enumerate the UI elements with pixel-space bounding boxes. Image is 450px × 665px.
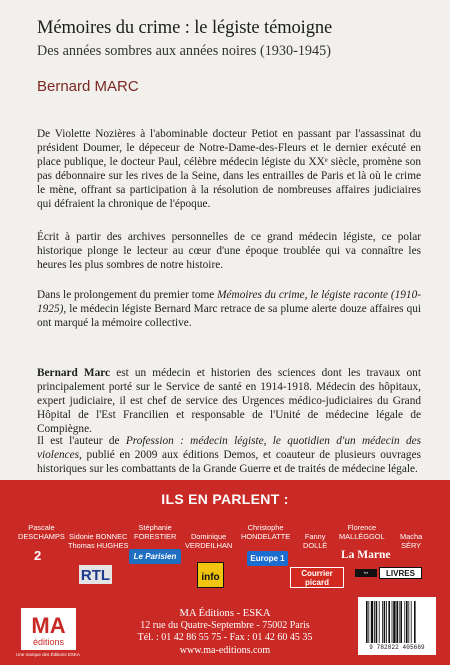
barcode-bar (382, 601, 383, 643)
book-title: Mémoires du crime : le légiste témoigne (37, 18, 333, 38)
critic-last: VERDEILHAN (185, 540, 233, 550)
author-name: Bernard MARC (37, 78, 139, 95)
publisher-address: 12 rue du Quatre-Septembre - 75002 Paris (140, 620, 310, 632)
author-bio-paragraph (37, 366, 421, 436)
barcode-bar (408, 601, 409, 643)
barcode-bar (399, 601, 400, 643)
la-marne-logo: La Marne (341, 549, 391, 561)
critic-sery (400, 533, 422, 550)
critic-first: Pascale (28, 523, 55, 532)
critic-forestier (134, 524, 176, 541)
rtl-logo-text: RTL (80, 567, 111, 584)
publisher-phone: Tél. : 01 42 86 55 75 - Fax : 01 42 60 45 35 (137, 632, 313, 644)
france2-logo: 2 (34, 548, 42, 563)
other-book-title: Profession : médecin légiste, le quotidien d'un médecin des violences (37, 435, 421, 462)
ma-editions-logo (21, 608, 76, 650)
le-parisien-logo: Le Parisien (129, 549, 181, 564)
press-heading: ILS EN PARLENT : (161, 491, 289, 507)
critic-first: Florence (347, 523, 377, 532)
critic-first: Christophe (247, 523, 284, 532)
series-text-end: , le médecin légiste Bernard Marc retrace de sa plume alerte douze affaires qui ont marqué la mémoire collective. (37, 303, 421, 330)
barcode-bar (406, 601, 408, 643)
barcode-bar (396, 601, 398, 643)
barcode-bar (386, 601, 387, 643)
courrier-picard-logo (290, 567, 344, 588)
barcode-bar (376, 601, 378, 643)
critic-deschamps (18, 524, 65, 541)
barcode-bar (374, 601, 375, 643)
barcode-bar (371, 601, 373, 643)
publisher-website: www.ma-editions.com (179, 644, 271, 656)
barcode-bar (404, 601, 405, 643)
barcode-bar (388, 601, 390, 643)
info-logo-text: info (201, 572, 220, 583)
synopsis-paragraph: De Violette Nozières à l'abominable docteur Petiot en passant par l'assassinat du président Doumer, le dépeceur de Notre-Dame-des-Fleurs et le dernier exécuté en place publique, le docteur Paul, célèbre médecin légiste du XXᵉ siècle, promène son pas débonnaire sur les rives de la Seine, dans les entrailles de Paris et là où le crime le mène, offrant sa participation à la résolution de nombreuses affaires judiciaires qui défraient la chronique de l'époque. (37, 128, 421, 211)
critic-first: Sidonie BONNEC (69, 532, 128, 541)
barcode-bar (366, 601, 368, 643)
author-bio-text: est un médecin et historien des sciences dont les travaux ont principalement porté sur le Service de santé en 1914-1918. Médecin des hôpitaux, expert judiciaire, il est chef de service des Urgences médico-judiciaires du Grand Hôpital de l'Est Francilien et responsable de l'Unité de médecine légale de Compiègne. (37, 367, 421, 436)
critic-last: SÉRY (401, 540, 422, 550)
works-text-end: , publié en 2009 aux éditions Demos, et coauteur de plusieurs ouvrages historiques sur les combattants de la Grande Guerre et de traités de médecine légale. (37, 449, 421, 476)
publisher-name: MA Éditions - ESKA (179, 608, 271, 619)
critic-first: Fanny (304, 532, 326, 541)
critic-verdeilhan (185, 533, 232, 550)
author-bio-name: Bernard Marc (37, 367, 111, 379)
book-subtitle: Des années sombres aux années noires (1930-1945) (37, 43, 331, 59)
critic-bonnec-hughes (68, 533, 128, 550)
rtl-logo (79, 565, 112, 584)
barcode-bar (384, 601, 386, 643)
author-works-paragraph (37, 434, 421, 476)
critic-first: Dominique (190, 532, 227, 541)
previous-volume-title: Mémoires du crime, le légiste raconte (1910-1925) (37, 289, 421, 316)
livres-logo: LIVRES (379, 567, 422, 579)
barcode-bar (368, 601, 369, 643)
context-paragraph: Écrit à partir des archives personnelles de ce grand médecin légiste, ce polar historique plonge le lecteur au cœur d'une époque troublée qui va connaître les heures les plus sombres de notre histoire. (37, 231, 421, 272)
barcode-bar (379, 601, 380, 643)
barcode-bar (393, 601, 395, 643)
courrier-line2: picard (304, 578, 329, 587)
critic-malleggol (339, 524, 385, 541)
ma-logo-text: MA (31, 613, 66, 638)
france-info-logo (197, 562, 224, 588)
critic-dolle (303, 533, 327, 550)
isbn-barcode (358, 597, 436, 655)
barcode-bar (411, 601, 412, 643)
ma-logo-sub: éditions (32, 637, 65, 647)
courrier-line1: Courrier (301, 569, 333, 578)
critic-last: FORESTIER (134, 531, 177, 541)
publisher-info (100, 608, 350, 657)
le-monde-logo: ▪▪▪ (355, 569, 377, 577)
critic-last: MALLÉGGOL (339, 531, 385, 541)
barcode-bar (400, 601, 402, 643)
series-text-start: Dans le prolongement du premier tome (37, 289, 218, 301)
publisher-tagline: Une marque des Éditions ESKA (16, 652, 80, 657)
critic-first: Macha (400, 532, 423, 541)
isbn-number: 9 782822 405669 (369, 644, 425, 651)
critic-last: HONDELATTE (241, 531, 291, 541)
series-paragraph (37, 288, 421, 330)
works-text-start: Il est l'auteur de (37, 435, 126, 447)
critic-hondelatte (241, 524, 290, 541)
barcode-bars (366, 601, 432, 643)
critic-first: Stéphanie (138, 523, 172, 532)
critic-last: Thomas HUGHES (68, 540, 129, 550)
barcode-bar (414, 601, 416, 643)
europe1-logo: Europe 1 (247, 551, 288, 566)
critic-last: DESCHAMPS (18, 531, 65, 541)
critic-last: DOLLÉ (303, 540, 328, 550)
barcode-bar (392, 601, 393, 643)
